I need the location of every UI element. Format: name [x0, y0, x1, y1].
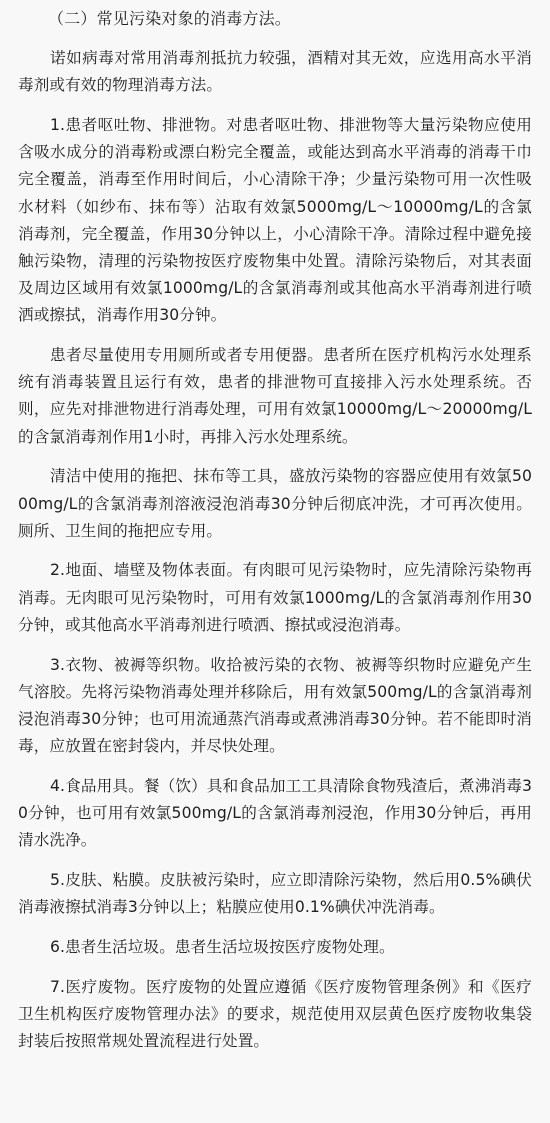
section-heading: （二）常见污染对象的消毒方法。 — [48, 9, 292, 28]
paragraph-vomit-excreta: 1.患者呕吐物、排泄物。对患者呕吐物、排泄物等大量污染物应使用含吸水成分的消毒粉或漂白粉完全覆盖，或能达到高水平消毒的消毒干巾完全覆盖，消毒至作用时间后，小心清除干净；少量污染物可用一次性吸水材料（如纱布、抹布等）沾取有效氯5000mg/L～10000mg/L的含氯消毒剂，完全覆盖，作用30分钟以上，小心清除干净。清除过程中避免接触污染物，清理的污染物按医疗废物集中处置。清除污染物后，对其表面及周边区域用有效氯1000mg/L的含氯消毒剂或其他高水平消毒剂进行喷洒或擦拭，消毒作用30分钟。 — [18, 115, 532, 325]
paragraph-toilet-use: 患者尽量使用专用厕所或者专用便器。患者所在医疗机构污水处理系统有消毒装置且运行有效，患者的排泄物可直接排入污水处理系统。否则，应先对排泄物进行消毒处理，可用有效氯10000mg/L～20000mg/L的含氯消毒剂作用1小时，再排入污水处理系统。 — [18, 346, 532, 446]
paragraph-food-utensils: 4.食品用具。餐（饮）具和食品加工工具清除食物残渣后，煮沸消毒30分钟，也可用有效氯500mg/L的含氯消毒剂浸泡，作用30分钟后，再用清水洗净。 — [18, 776, 532, 850]
paragraph-household-waste: 6.患者生活垃圾。患者生活垃圾按医疗废物处理。 — [50, 937, 395, 956]
paragraph-norovirus-intro: 诺如病毒对常用消毒剂抵抗力较强，酒精对其无效，应选用高水平消毒剂或有效的物理消毒方法。 — [18, 49, 532, 95]
paragraph-medical-waste: 7.医疗废物。医疗废物的处置应遵循《医疗废物管理条例》和《医疗卫生机构医疗废物管理办法》的要求，规范使用双层黄色医疗废物收集袋封装后按照常规处置流程进行处置。 — [18, 977, 532, 1050]
paragraph-cleaning-tools: 清洁中使用的拖把、抹布等工具，盛放污染物的容器应使用有效氯5000mg/L的含氯消毒剂溶液浸泡消毒30分钟后彻底冲洗，才可再次使用。厕所、卫生间的拖把应专用。 — [18, 467, 532, 540]
paragraph-skin-mucosa: 5.皮肤、粘膜。皮肤被污染时，应立即清除污染物，然后用0.5%碘伏消毒液擦拭消毒3分钟以上；粘膜应使用0.1%碘伏冲洗消毒。 — [18, 870, 532, 917]
paragraph-surfaces: 2.地面、墙壁及物体表面。有肉眼可见污染物时，应先清除污染物再消毒。无肉眼可见污染物时，可用有效氯1000mg/L的含氯消毒剂作用30分钟，或其他高水平消毒剂进行喷洒、擦拭或浸泡消毒。 — [18, 561, 532, 634]
paragraph-fabrics: 3.衣物、被褥等织物。收拾被污染的衣物、被褥等织物时应避免产生气溶胶。先将污染物消毒处理并移除后，用有效氯500mg/L的含氯消毒剂浸泡消毒30分钟；也可用流通蒸汽消毒或煮沸消毒30分钟。若不能即时消毒，应放置在密封袋内，并尽快处理。 — [18, 655, 532, 756]
